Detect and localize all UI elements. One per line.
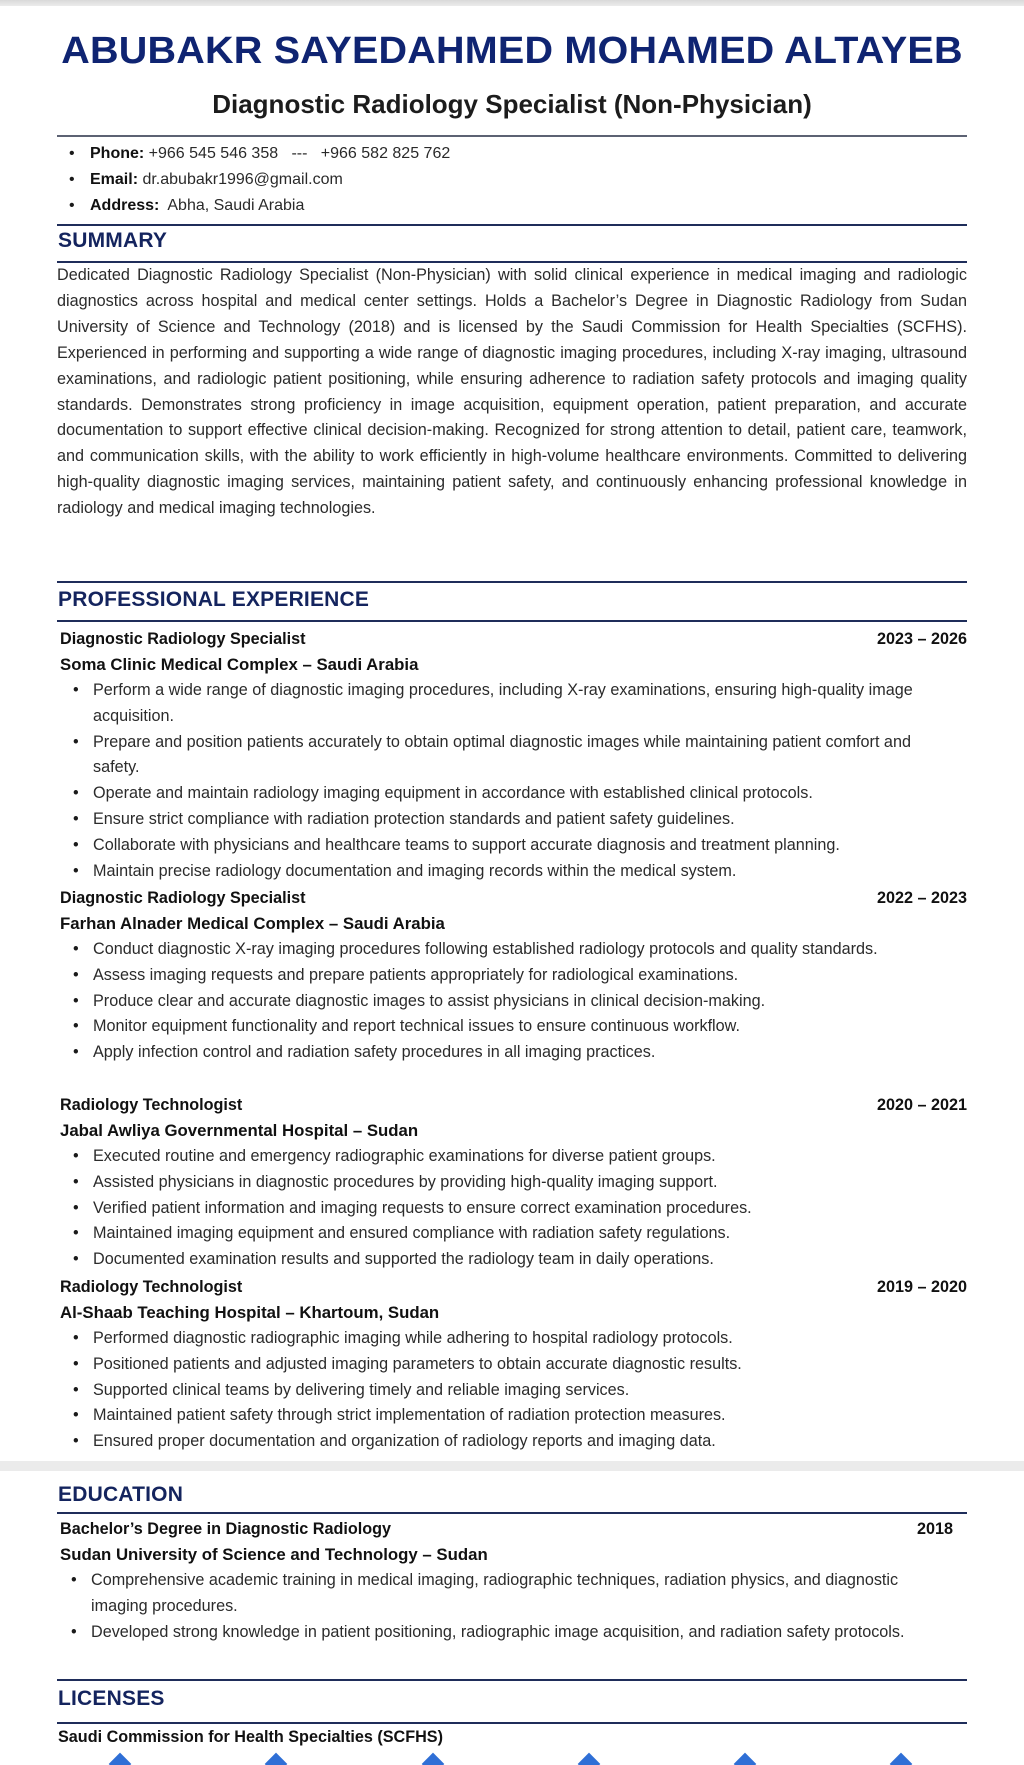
job-organization: Jabal Awliya Governmental Hospital – Sudan	[60, 1121, 419, 1140]
list-item: • Produce clear and accurate diagnostic images to assist physicians in clinical decision-making.	[60, 989, 967, 1015]
contact-phone	[57, 141, 450, 167]
list-item: • Verified patient information and imaging requests to ensure correct examination procedures.	[60, 1196, 967, 1222]
job-duties	[60, 937, 967, 1066]
list-item: • Maintain precise radiology documentation and imaging records within the medical system.	[60, 859, 967, 885]
divider	[57, 135, 967, 137]
candidate-title: Diagnostic Radiology Specialist (Non-Physician)	[212, 89, 812, 119]
list-item: • Maintained patient safety through strict implementation of radiation protection measures.	[60, 1403, 967, 1429]
education-details	[58, 1568, 953, 1645]
list-item: • Operate and maintain radiology imaging equipment in accordance with established clinical protocols.	[60, 781, 967, 807]
section-heading-licenses: LICENSES	[58, 1687, 165, 1710]
divider	[57, 224, 967, 226]
list-item: • Collaborate with physicians and healthcare teams to support accurate diagnosis and treatment planning.	[60, 833, 967, 859]
page-break	[0, 1461, 1024, 1471]
list-item: • Apply infection control and radiation safety procedures in all imaging practices.	[60, 1040, 967, 1066]
job-dates: 2020 – 2021	[876, 1096, 967, 1114]
list-item: • Conduct diagnostic X-ray imaging procedures following established radiology protocols and quality standards.	[60, 937, 967, 963]
diamond-icon	[734, 1753, 757, 1765]
address-value: Abha, Saudi Arabia	[159, 197, 305, 214]
list-item: • Maintained imaging equipment and ensured compliance with radiation safety regulations.	[60, 1221, 967, 1247]
diamond-icon	[422, 1753, 445, 1765]
job-organization: Al-Shaab Teaching Hospital – Khartoum, Sudan	[60, 1303, 440, 1322]
list-item: • Developed strong knowledge in patient positioning, radiographic image acquisition, and radiation safety protocols.	[58, 1620, 953, 1646]
contact-list	[57, 141, 450, 219]
job-title: Diagnostic Radiology Specialist	[60, 889, 306, 907]
list-item: • Ensured proper documentation and organization of radiology reports and imaging data.	[60, 1429, 967, 1455]
list-item: • Positioned patients and adjusted imaging parameters to obtain accurate diagnostic results.	[60, 1352, 967, 1378]
top-page-edge	[0, 0, 1024, 6]
list-item: • Ensure strict compliance with radiation protection standards and patient safety guidelines.	[60, 807, 967, 833]
list-item: • Documented examination results and supported the radiology team in daily operations.	[60, 1247, 967, 1273]
list-item: • Prepare and position patients accurately to obtain optimal diagnostic images while maintaining patient comfort and safety.	[60, 730, 967, 782]
graduation-year: 2018	[916, 1520, 953, 1538]
section-heading-experience: PROFESSIONAL EXPERIENCE	[58, 588, 370, 611]
decorative-marks	[0, 1752, 1024, 1765]
job-organization: Farhan Alnader Medical Complex – Saudi Arabia	[60, 914, 445, 933]
section-heading-education: EDUCATION	[58, 1483, 184, 1506]
diamond-icon	[109, 1753, 132, 1765]
divider	[57, 581, 967, 583]
license-item: Saudi Commission for Health Specialties (SCFHS)	[58, 1728, 443, 1746]
job-title: Diagnostic Radiology Specialist	[60, 630, 306, 648]
school-name: Sudan University of Science and Technology – Sudan	[60, 1545, 488, 1564]
contact-label: Email:	[90, 171, 139, 188]
job-title: Radiology Technologist	[60, 1096, 243, 1114]
candidate-name: ABUBAKR SAYEDAHMED MOHAMED ALTAYEB	[61, 30, 963, 72]
degree-name: Bachelor’s Degree in Diagnostic Radiology	[60, 1520, 392, 1538]
job-dates: 2019 – 2020	[876, 1278, 967, 1296]
contact-label: Address:	[90, 197, 160, 214]
contact-email	[57, 167, 450, 193]
list-item: • Comprehensive academic training in medical imaging, radiographic techniques, radiation physics, and diagnostic imaging procedures.	[58, 1568, 953, 1620]
contact-label: Phone:	[90, 145, 145, 162]
diamond-icon	[265, 1753, 288, 1765]
diamond-icon	[890, 1753, 913, 1765]
summary-text: Dedicated Diagnostic Radiology Specialist (Non-Physician) with solid clinical experience in medical imaging and radiologic diagnostics across hospital and medical center settings. Holds a Bachelor’s Degree in Diagnostic Radiology from Sudan University of Science and Technology (2018) and is licensed by the Saudi Commission for Health Specialties (SCFHS). Experienced in performing and supporting a wide range of diagnostic imaging procedures, including X-ray imaging, ultrasound examinations, and radiologic patient positioning, while ensuring adherence to radiation safety protocols and imaging quality standards. Demonstrates strong proficiency in image acquisition, equipment operation, patient preparation, and accurate documentation to support effective clinical decision-making. Recognized for strong attention to detail, patient care, teamwork, and communication skills, with the ability to work efficiently in high-volume healthcare environments. Committed to delivering high-quality diagnostic imaging services, maintaining patient safety, and continuously enhancing professional knowledge in radiology and medical imaging technologies.	[57, 266, 967, 518]
email-link[interactable]: dr.abubakr1996@gmail.com	[138, 171, 343, 188]
job-title: Radiology Technologist	[60, 1278, 243, 1296]
job-organization: Soma Clinic Medical Complex – Saudi Arabia	[60, 655, 419, 674]
list-item: • Performed diagnostic radiographic imaging while adhering to hospital radiology protocols.	[60, 1326, 967, 1352]
list-item: • Perform a wide range of diagnostic imaging procedures, including X-ray examinations, ensuring high-quality image acquisition.	[60, 678, 967, 730]
job-dates: 2023 – 2026	[876, 630, 967, 648]
list-item: • Supported clinical teams by delivering timely and reliable imaging services.	[60, 1378, 967, 1404]
divider	[57, 1679, 967, 1681]
job-duties	[60, 1326, 967, 1455]
contact-address	[57, 193, 450, 219]
list-item: • Monitor equipment functionality and report technical issues to ensure continuous workflow.	[60, 1014, 967, 1040]
section-heading-summary: SUMMARY	[58, 229, 168, 252]
list-item: • Assisted physicians in diagnostic procedures by providing high-quality imaging support.	[60, 1170, 967, 1196]
education-entry	[60, 1516, 953, 1645]
divider	[57, 1722, 967, 1724]
job-duties	[60, 678, 967, 884]
job-duties	[60, 1144, 967, 1273]
job-entry	[60, 626, 967, 884]
divider	[57, 1512, 967, 1514]
job-entry	[60, 885, 967, 1066]
phone-value: +966 545 546 358 --- +966 582 825 762	[144, 145, 451, 162]
job-entry	[60, 1092, 967, 1273]
job-dates: 2022 – 2023	[876, 889, 967, 907]
job-entry	[60, 1274, 967, 1455]
list-item: • Assess imaging requests and prepare patients appropriately for radiological examinations.	[60, 963, 967, 989]
list-item: • Executed routine and emergency radiographic examinations for diverse patient groups.	[60, 1144, 967, 1170]
divider	[57, 620, 967, 622]
diamond-icon	[578, 1753, 601, 1765]
